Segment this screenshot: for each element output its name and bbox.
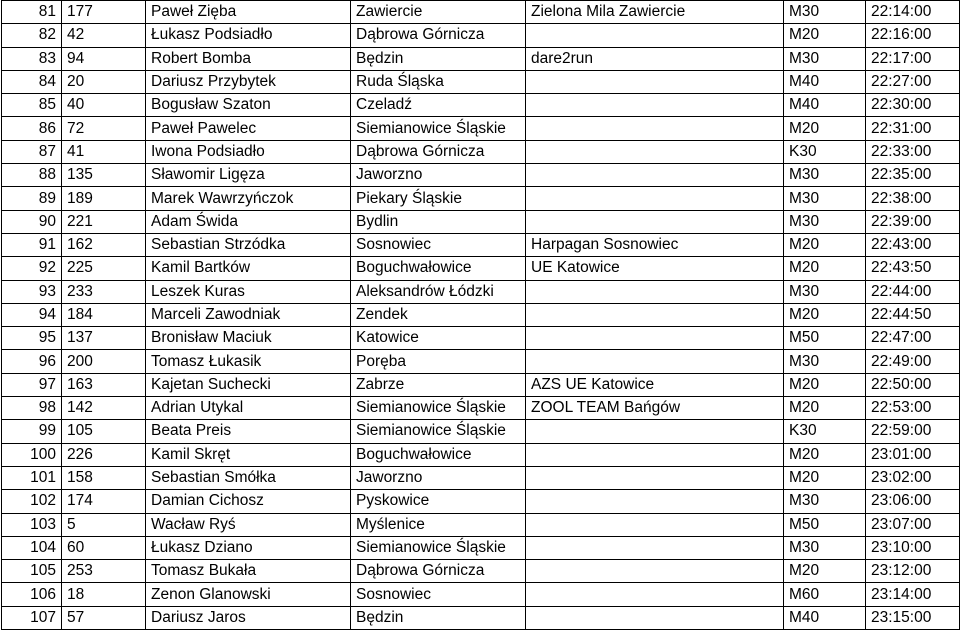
city-cell: Jaworzno xyxy=(351,466,526,489)
finish-time-cell: 23:12:00 xyxy=(866,560,960,583)
place-cell: 89 xyxy=(2,187,62,210)
runner-name-cell: Bronisław Maciuk xyxy=(146,327,351,350)
category-cell: M20 xyxy=(784,24,866,47)
club-cell xyxy=(526,583,784,606)
city-cell: Siemianowice Śląskie xyxy=(351,536,526,559)
runner-name-cell: Sławomir Ligęza xyxy=(146,164,351,187)
club-cell: Harpagan Sosnowiec xyxy=(526,233,784,256)
table-row xyxy=(2,140,960,163)
runner-name-cell: Robert Bomba xyxy=(146,47,351,70)
category-cell: M40 xyxy=(784,606,866,629)
finish-time-cell: 23:15:00 xyxy=(866,606,960,629)
runner-name-cell: Zenon Glanowski xyxy=(146,583,351,606)
category-cell: M30 xyxy=(784,47,866,70)
finish-time-cell: 22:16:00 xyxy=(866,24,960,47)
bib-number-cell: 57 xyxy=(62,606,146,629)
runner-name-cell: Sebastian Smółka xyxy=(146,466,351,489)
club-cell xyxy=(526,350,784,373)
table-row xyxy=(2,24,960,47)
place-cell: 92 xyxy=(2,257,62,280)
table-row xyxy=(2,70,960,93)
finish-time-cell: 22:17:00 xyxy=(866,47,960,70)
city-cell: Będzin xyxy=(351,47,526,70)
club-cell xyxy=(526,466,784,489)
city-cell: Czeladź xyxy=(351,94,526,117)
place-cell: 82 xyxy=(2,24,62,47)
finish-time-cell: 23:14:00 xyxy=(866,583,960,606)
category-cell: M30 xyxy=(784,536,866,559)
category-cell: M20 xyxy=(784,233,866,256)
city-cell: Sosnowiec xyxy=(351,233,526,256)
bib-number-cell: 41 xyxy=(62,140,146,163)
finish-time-cell: 22:43:50 xyxy=(866,257,960,280)
table-row xyxy=(2,443,960,466)
runner-name-cell: Adrian Utykal xyxy=(146,397,351,420)
club-cell: UE Katowice xyxy=(526,257,784,280)
place-cell: 88 xyxy=(2,164,62,187)
table-row xyxy=(2,373,960,396)
city-cell: Katowice xyxy=(351,327,526,350)
city-cell: Dąbrowa Górnicza xyxy=(351,140,526,163)
category-cell: M50 xyxy=(784,513,866,536)
club-cell xyxy=(526,536,784,559)
city-cell: Bydlin xyxy=(351,210,526,233)
place-cell: 84 xyxy=(2,70,62,93)
place-cell: 95 xyxy=(2,327,62,350)
city-cell: Zawiercie xyxy=(351,1,526,24)
finish-time-cell: 22:30:00 xyxy=(866,94,960,117)
bib-number-cell: 42 xyxy=(62,24,146,47)
club-cell: ZOOL TEAM Bańgów xyxy=(526,397,784,420)
bib-number-cell: 40 xyxy=(62,94,146,117)
runner-name-cell: Bogusław Szaton xyxy=(146,94,351,117)
city-cell: Zendek xyxy=(351,303,526,326)
club-cell xyxy=(526,117,784,140)
place-cell: 103 xyxy=(2,513,62,536)
finish-time-cell: 22:31:00 xyxy=(866,117,960,140)
runner-name-cell: Dariusz Jaros xyxy=(146,606,351,629)
category-cell: M30 xyxy=(784,164,866,187)
category-cell: K30 xyxy=(784,140,866,163)
category-cell: M40 xyxy=(784,70,866,93)
city-cell: Zabrze xyxy=(351,373,526,396)
runner-name-cell: Łukasz Podsiadło xyxy=(146,24,351,47)
finish-time-cell: 22:44:50 xyxy=(866,303,960,326)
club-cell xyxy=(526,490,784,513)
place-cell: 93 xyxy=(2,280,62,303)
table-row xyxy=(2,350,960,373)
place-cell: 104 xyxy=(2,536,62,559)
table-row xyxy=(2,606,960,629)
bib-number-cell: 162 xyxy=(62,233,146,256)
table-row xyxy=(2,490,960,513)
bib-number-cell: 94 xyxy=(62,47,146,70)
category-cell: M20 xyxy=(784,373,866,396)
place-cell: 107 xyxy=(2,606,62,629)
bib-number-cell: 253 xyxy=(62,560,146,583)
bib-number-cell: 226 xyxy=(62,443,146,466)
city-cell: Sosnowiec xyxy=(351,583,526,606)
bib-number-cell: 225 xyxy=(62,257,146,280)
finish-time-cell: 22:49:00 xyxy=(866,350,960,373)
club-cell xyxy=(526,164,784,187)
finish-time-cell: 23:02:00 xyxy=(866,466,960,489)
table-row xyxy=(2,513,960,536)
city-cell: Boguchwałowice xyxy=(351,443,526,466)
table-row xyxy=(2,210,960,233)
finish-time-cell: 22:43:00 xyxy=(866,233,960,256)
runner-name-cell: Dariusz Przybytek xyxy=(146,70,351,93)
city-cell: Pyskowice xyxy=(351,490,526,513)
city-cell: Jaworzno xyxy=(351,164,526,187)
runner-name-cell: Iwona Podsiadło xyxy=(146,140,351,163)
club-cell xyxy=(526,24,784,47)
finish-time-cell: 23:06:00 xyxy=(866,490,960,513)
bib-number-cell: 137 xyxy=(62,327,146,350)
bib-number-cell: 163 xyxy=(62,373,146,396)
bib-number-cell: 189 xyxy=(62,187,146,210)
category-cell: M20 xyxy=(784,443,866,466)
runner-name-cell: Kamil Bartków xyxy=(146,257,351,280)
city-cell: Siemianowice Śląskie xyxy=(351,397,526,420)
category-cell: M30 xyxy=(784,187,866,210)
place-cell: 97 xyxy=(2,373,62,396)
category-cell: M30 xyxy=(784,280,866,303)
category-cell: M50 xyxy=(784,327,866,350)
category-cell: M30 xyxy=(784,490,866,513)
category-cell: M20 xyxy=(784,397,866,420)
runner-name-cell: Sebastian Strzódka xyxy=(146,233,351,256)
table-row xyxy=(2,257,960,280)
place-cell: 99 xyxy=(2,420,62,443)
bib-number-cell: 72 xyxy=(62,117,146,140)
club-cell xyxy=(526,70,784,93)
category-cell: M20 xyxy=(784,560,866,583)
finish-time-cell: 23:01:00 xyxy=(866,443,960,466)
runner-name-cell: Adam Świda xyxy=(146,210,351,233)
table-row xyxy=(2,420,960,443)
table-row xyxy=(2,94,960,117)
bib-number-cell: 60 xyxy=(62,536,146,559)
city-cell: Siemianowice Śląskie xyxy=(351,117,526,140)
runner-name-cell: Paweł Zięba xyxy=(146,1,351,24)
bib-number-cell: 221 xyxy=(62,210,146,233)
place-cell: 87 xyxy=(2,140,62,163)
club-cell: dare2run xyxy=(526,47,784,70)
club-cell xyxy=(526,280,784,303)
runner-name-cell: Damian Cichosz xyxy=(146,490,351,513)
place-cell: 90 xyxy=(2,210,62,233)
runner-name-cell: Leszek Kuras xyxy=(146,280,351,303)
table-row xyxy=(2,47,960,70)
club-cell xyxy=(526,187,784,210)
club-cell xyxy=(526,513,784,536)
table-row xyxy=(2,536,960,559)
runner-name-cell: Wacław Ryś xyxy=(146,513,351,536)
runner-name-cell: Beata Preis xyxy=(146,420,351,443)
category-cell: K30 xyxy=(784,420,866,443)
finish-time-cell: 22:33:00 xyxy=(866,140,960,163)
results-table-body xyxy=(2,1,960,630)
finish-time-cell: 22:38:00 xyxy=(866,187,960,210)
runner-name-cell: Łukasz Dziano xyxy=(146,536,351,559)
place-cell: 94 xyxy=(2,303,62,326)
category-cell: M30 xyxy=(784,350,866,373)
bib-number-cell: 184 xyxy=(62,303,146,326)
club-cell xyxy=(526,606,784,629)
category-cell: M20 xyxy=(784,303,866,326)
bib-number-cell: 174 xyxy=(62,490,146,513)
city-cell: Piekary Śląskie xyxy=(351,187,526,210)
runner-name-cell: Tomasz Bukała xyxy=(146,560,351,583)
city-cell: Myślenice xyxy=(351,513,526,536)
category-cell: M40 xyxy=(784,94,866,117)
place-cell: 100 xyxy=(2,443,62,466)
runner-name-cell: Marek Wawrzyńczok xyxy=(146,187,351,210)
place-cell: 102 xyxy=(2,490,62,513)
finish-time-cell: 22:50:00 xyxy=(866,373,960,396)
city-cell: Dąbrowa Górnicza xyxy=(351,24,526,47)
table-row xyxy=(2,397,960,420)
category-cell: M20 xyxy=(784,117,866,140)
runner-name-cell: Kajetan Suchecki xyxy=(146,373,351,396)
runner-name-cell: Kamil Skręt xyxy=(146,443,351,466)
place-cell: 81 xyxy=(2,1,62,24)
city-cell: Siemianowice Śląskie xyxy=(351,420,526,443)
bib-number-cell: 105 xyxy=(62,420,146,443)
place-cell: 105 xyxy=(2,560,62,583)
place-cell: 85 xyxy=(2,94,62,117)
bib-number-cell: 18 xyxy=(62,583,146,606)
table-row xyxy=(2,187,960,210)
finish-time-cell: 22:14:00 xyxy=(866,1,960,24)
club-cell xyxy=(526,210,784,233)
place-cell: 96 xyxy=(2,350,62,373)
bib-number-cell: 135 xyxy=(62,164,146,187)
bib-number-cell: 177 xyxy=(62,1,146,24)
finish-time-cell: 23:10:00 xyxy=(866,536,960,559)
table-row xyxy=(2,117,960,140)
finish-time-cell: 22:44:00 xyxy=(866,280,960,303)
runner-name-cell: Paweł Pawelec xyxy=(146,117,351,140)
club-cell xyxy=(526,327,784,350)
table-row xyxy=(2,1,960,24)
place-cell: 101 xyxy=(2,466,62,489)
city-cell: Aleksandrów Łódzki xyxy=(351,280,526,303)
city-cell: Dąbrowa Górnicza xyxy=(351,560,526,583)
runner-name-cell: Marceli Zawodniak xyxy=(146,303,351,326)
place-cell: 98 xyxy=(2,397,62,420)
finish-time-cell: 22:39:00 xyxy=(866,210,960,233)
category-cell: M20 xyxy=(784,257,866,280)
club-cell xyxy=(526,420,784,443)
city-cell: Poręba xyxy=(351,350,526,373)
category-cell: M30 xyxy=(784,210,866,233)
club-cell: Zielona Mila Zawiercie xyxy=(526,1,784,24)
bib-number-cell: 233 xyxy=(62,280,146,303)
finish-time-cell: 22:53:00 xyxy=(866,397,960,420)
place-cell: 91 xyxy=(2,233,62,256)
city-cell: Będzin xyxy=(351,606,526,629)
finish-time-cell: 22:47:00 xyxy=(866,327,960,350)
club-cell xyxy=(526,560,784,583)
table-row xyxy=(2,303,960,326)
table-row xyxy=(2,327,960,350)
bib-number-cell: 20 xyxy=(62,70,146,93)
finish-time-cell: 22:59:00 xyxy=(866,420,960,443)
city-cell: Ruda Śląska xyxy=(351,70,526,93)
bib-number-cell: 142 xyxy=(62,397,146,420)
table-row xyxy=(2,560,960,583)
category-cell: M30 xyxy=(784,1,866,24)
city-cell: Boguchwałowice xyxy=(351,257,526,280)
finish-time-cell: 22:27:00 xyxy=(866,70,960,93)
club-cell xyxy=(526,303,784,326)
club-cell: AZS UE Katowice xyxy=(526,373,784,396)
table-row xyxy=(2,164,960,187)
finish-time-cell: 22:35:00 xyxy=(866,164,960,187)
table-row xyxy=(2,583,960,606)
runner-name-cell: Tomasz Łukasik xyxy=(146,350,351,373)
table-row xyxy=(2,233,960,256)
bib-number-cell: 5 xyxy=(62,513,146,536)
club-cell xyxy=(526,140,784,163)
bib-number-cell: 158 xyxy=(62,466,146,489)
place-cell: 86 xyxy=(2,117,62,140)
bib-number-cell: 200 xyxy=(62,350,146,373)
club-cell xyxy=(526,443,784,466)
place-cell: 83 xyxy=(2,47,62,70)
club-cell xyxy=(526,94,784,117)
table-row xyxy=(2,466,960,489)
table-row xyxy=(2,280,960,303)
category-cell: M60 xyxy=(784,583,866,606)
category-cell: M20 xyxy=(784,466,866,489)
finish-time-cell: 23:07:00 xyxy=(866,513,960,536)
results-table xyxy=(1,0,960,630)
place-cell: 106 xyxy=(2,583,62,606)
